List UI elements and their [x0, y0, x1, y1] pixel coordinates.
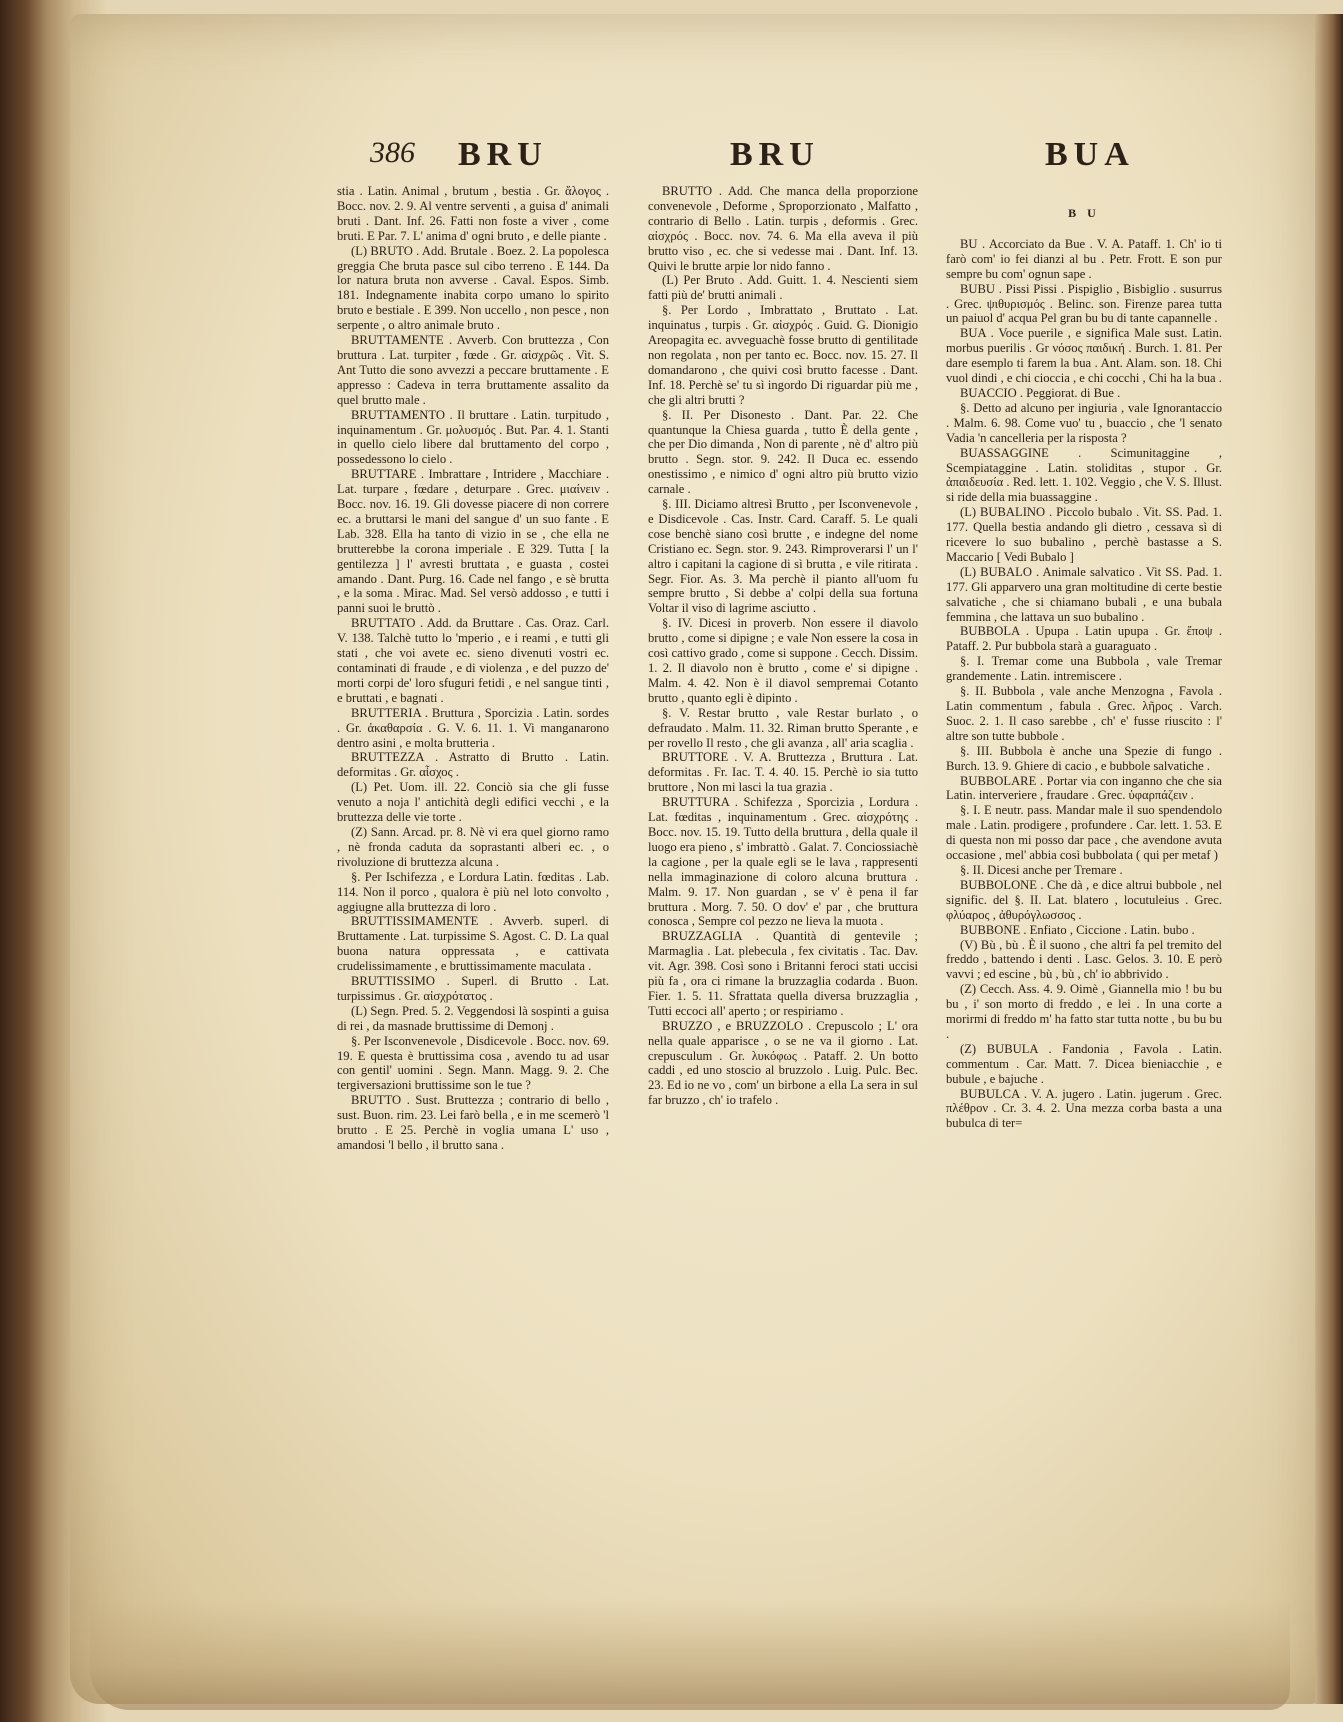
dictionary-entry: §. Detto ad alcuno per ingiuria , vale Ignorantaccio . Malm. 6. 98. Come vuo' tu , buaccio , che 'l senato Vadia 'n cancelleria per la risposta ?	[946, 400, 1222, 445]
page-number: 386	[370, 136, 415, 169]
dictionary-entry: §. II. Bubbola , vale anche Menzogna , Favola . Latin commentum , fabula . Grec. λῆρος . Varch. Suoc. 2. 1. Il caso sarebbe , ch' e' fusse riuscito : l' altre son tutte bubbole .	[946, 684, 1222, 743]
dictionary-entry: (L) BUBALINO . Piccolo bubalo . Vit. SS. Pad. 1. 177. Quella bestia andando gli dietro , cessava sì di ricevere lo suo bubalino , perchè bastasse a S. Maccario [ Vedi Bubalo ]	[946, 505, 1222, 564]
dictionary-entry: BU . Accorciato da Bue . V. A. Pataff. 1. Ch' io ti farò com' io fei dianzi al bu . Petr. Frott. E son pur sempre bu com' ognun sape .	[946, 236, 1222, 281]
page-gutter-edge	[1315, 14, 1343, 1704]
dictionary-entry: §. Per Ischifezza , e Lordura Latin. fœditas . Lab. 114. Non il porco , qualora è più nel loto convolto , aggiugne alla bruttezza di loro .	[337, 869, 609, 914]
dictionary-entry: (L) Pet. Uom. ill. 22. Conciò sia che gli fusse venuto a noja l' antichità degli edifici vecchi , e la bruttezza delle vie torte .	[337, 780, 609, 825]
dictionary-entry: (Z) Cecch. Ass. 4. 9. Oimè , Giannella mio ! bu bu bu , i' son morto di freddo , e lei . In una corte a morirmi di freddo m' ha fatto star tutta notte , bu bu bu .	[946, 982, 1222, 1041]
dictionary-entry: BRUTTATO . Add. da Bruttare . Cas. Oraz. Carl. V. 138. Talchè tutto lo 'mperio , e i reami , e tutti gli stati , che voi avete ec. sieno divenuti vostri ec. contaminati di fraude , e di violenza , e del puzzo de' morti corpi de' loro sfuguri fetidi , e nel sangue tinti , e bruttati , e bagnati .	[337, 616, 609, 705]
running-head-right: BUA	[1045, 136, 1135, 173]
dictionary-entry: §. III. Diciamo altresì Brutto , per Isconvenevole , e Disdicevole . Cas. Instr. Card. Caraff. 5. Le quali cose benchè siano così brutte , e indegne del nome Cristiano ec. Segn. stor. 9. 243. Rimproverarsi l' un l' altro i capitani la cagione di sì brutta , e vile ritirata . Segr. Fior. As. 3. Ma perchè il pianto all'uom fu sempre brutto , Si debbe a' colpi della sua fortuna Voltar il viso di lagrime asciutto .	[648, 497, 918, 616]
dictionary-entry: BUBBOLARE . Portar via con inganno che che sia Latin. interveriere , fraudare . Grec. ὑφαρπάζειν .	[946, 773, 1222, 803]
dictionary-entry: BRUTTERIA . Bruttura , Sporcizia . Latin. sordes . Gr. ἀκαθαρσία . G. V. 6. 11. 1. Vi manganarono dentro asini , e molta brutteria .	[337, 705, 609, 750]
dictionary-entry: BRUTTORE . V. A. Bruttezza , Bruttura . Lat. deformitas . Fr. Iac. T. 4. 40. 15. Perchè io sia tutto bruttore , Non mi lasci la tua grazia .	[648, 750, 918, 795]
dictionary-entry: stia . Latin. Animal , brutum , bestia . Gr. ἄλογος . Bocc. nov. 2. 9. Al ventre serventi , a guisa d' animali bruti . Dant. Inf. 26. Fatti non foste a viver , come bruti. E Par. 7. L' anima d' ogni bruto , e delle piante .	[337, 184, 609, 243]
dictionary-entry: BUBU . Pissi Pissi . Pispiglio , Bisbiglio . susurrus . Grec. ψιθυρισμός . Belinc. son. Firenze parea tutta un paiuol d' acqua Pel gran bu bu di tante capannelle .	[946, 281, 1222, 326]
section-heading: B U	[1068, 206, 1100, 220]
dictionary-entry: §. I. Tremar come una Bubbola , vale Tremar grandemente . Latin. intremiscere .	[946, 654, 1222, 684]
dictionary-entry: BUBULCA . V. A. jugero . Latin. jugerum . Grec. πλέθρον . Cr. 3. 4. 2. Una mezza corba basta a una bubulca di ter=	[946, 1086, 1222, 1131]
dictionary-entry: BUBBOLA . Upupa . Latin upupa . Gr. ἔποψ . Pataff. 2. Pur bubbola starà a guaraguato .	[946, 624, 1222, 654]
dictionary-entry: §. Per Isconvenevole , Disdicevole . Bocc. nov. 69. 19. E questa è bruttissima cosa , avendo tu ad usar con gentil' uomini . Segn. Mann. Magg. 9. 2. Che tergiversazioni bruttissime son le tue ?	[337, 1033, 609, 1093]
dictionary-entry: (Z) BUBULA . Fandonia , Favola . Latin. commentum . Car. Matt. 7. Dicea bieniacchie , e bubule , e bajuche .	[946, 1041, 1222, 1086]
running-head-left: BRU	[458, 136, 548, 173]
dictionary-entry: §. III. Bubbola è anche una Spezie di fungo . Burch. 13. 9. Ghiere di cacio , e bubbole salvatiche .	[946, 743, 1222, 773]
dictionary-entry: §. II. Per Disonesto . Dant. Par. 22. Che quantunque la Chiesa guarda , tutto È della gente , che per Dio dimanda , Non di parente , nè d' altro più brutto . Segn. stor. 9. 242. Il Duca ec. essendo onestissimo , e nimico d' ogni altro più brutto vizio carnale .	[648, 407, 918, 497]
dictionary-entry: §. I. E neutr. pass. Mandar male il suo spendendolo male . Latin. prodigere , profundere . Car. lett. 1. 53. E di questa non mi posso dar pace , che avendone avuta occasione , mel' abbia così bubbolata ( qui per metaf )	[946, 803, 1222, 863]
dictionary-entry: BRUZZO , e BRUZZOLO . Crepuscolo ; L' ora nella quale apparisce , o se ne va il giorno . Lat. crepusculum . Gr. λυκόφως . Pataff. 2. Un botto caddi , ed uno stoscio al bruzzolo . Luig. Pulc. Bec. 23. Ed io ne vo , com' un birbone a ella La sera in sul far bruzzo , ch' io trafelo .	[648, 1018, 918, 1108]
dictionary-entry: (L) Segn. Pred. 5. 2. Veggendosi là sospinti a guisa di rei , da masnade bruttissime di Demonj .	[337, 1003, 609, 1033]
dictionary-entry: BRUTTAMENTO . Il bruttare . Latin. turpitudo , inquinamentum . Gr. μολυσμός . But. Par. 4. 1. Stanti in quello cielo libere dal bruttamento del corpo , possedessono lo cielo .	[337, 407, 609, 467]
dictionary-entry: BRUTTAMENTE . Avverb. Con bruttezza , Con bruttura . Lat. turpiter , fœde . Gr. αἰσχρῶς . Vit. S. Ant Tutto die sono avvezzi a peccare bruttamente . E appresso : Cadeva in terra bruttamente assalito da quel brutto male .	[337, 333, 609, 407]
text-column-3	[946, 206, 1222, 1131]
dictionary-entry: (L) BRUTO . Add. Brutale . Boez. 2. La popolesca greggia Che bruta pasce sul cibo terreno . E 144. Da lor natura bruta non avverse . Caval. Espos. Simb. 181. Indegnamente inabita corpo umano lo spirito bruto e bestiale . E 399. Non uccello , non pesce , non serpente , o altro animale bruto .	[337, 243, 609, 333]
dictionary-entry: BRUTTO . Sust. Bruttezza ; contrario di bello , sust. Buon. rim. 23. Lei farò bella , e in me scemerò 'l brutto . E 25. Perchè in voglia umana L' uso , amandosi 'l bello , il brutto sana .	[337, 1093, 609, 1152]
dictionary-entry: (Z) Sann. Arcad. pr. 8. Nè vi era quel giorno ramo , nè fronda caduta da soprastanti alberi ec. , o rivoluzione di bruttezza alcuna .	[337, 824, 609, 869]
dictionary-entry: (L) Per Bruto . Add. Guitt. 1. 4. Nescienti siem fatti più de' brutti animali .	[648, 273, 918, 303]
dictionary-entry: BUASSAGGINE . Scimunitaggine , Scempiataggine . Latin. stoliditas , stupor . Gr. ἀπαιδευσία . Red. lett. 1. 102. Veggio , che V. S. Illust. si ride della mia buassaggine .	[946, 445, 1222, 505]
dictionary-entry: (V) Bù , bù . È il suono , che altri fa pel tremito del freddo , battendo i denti . Lasc. Gelos. 3. 10. E però vavvi ; ed escine , bù , bù , ch' io abbrivido .	[946, 937, 1222, 982]
text-column-2	[648, 184, 918, 1108]
running-head-center: BRU	[730, 136, 820, 173]
dictionary-entry: BRUTTARE . Imbrattare , Intridere , Macchiare . Lat. turpare , fœdare , deturpare . Grec. μιαίνειν . Bocc. nov. 16. 19. Gli dovesse piacere di non correre ec. a bruttarsi le mani del sangue d' un suo fante . E Lab. 328. Ella ha tanto di vizio in se , che ella ne brutterebbe la corona imperiale . E 329. Tutta [ la gentilezza ] l' avresti bruttata , e guasta , costei amando . Dant. Purg. 16. Cade nel fango , e sè brutta , e la soma . Mirac. Mad. Sel versò addosso , e tutti i panni suoi le bruttò .	[337, 467, 609, 616]
dictionary-entry: §. Per Lordo , Imbrattato , Bruttato . Lat. inquinatus , turpis . Gr. αἰσχρός . Guid. G. Dionigio Areopagita ec. avveguachè fosse brutto di gentilitade non regolata , non per tanto ec. Bocc. nov. 15. 27. Il domandarono , che quivi così brutto facesse . Dant. Inf. 18. Perchè se' tu sì ingordo Di riguardar più me , che gli altri brutti ?	[648, 303, 918, 407]
dictionary-entry: BRUZZAGLIA . Quantità di gentevile ; Marmaglia . Lat. plebecula , fex civitatis . Tac. Dav. vit. Agr. 398. Così sono i Britanni feroci stati uccisi più fa , ora ci rimane la bruzzaglia codarda . Buon. Fier. 1. 5. 11. Sfrattata quella diversa bruzzaglia , Tutti eccoci all' aperto ; or respiriamo .	[648, 929, 918, 1018]
dictionary-entry: BUACCIO . Peggiorat. di Bue .	[960, 385, 1121, 400]
dictionary-entry: BRUTTISSIMAMENTE . Avverb. superl. di Bruttamente . Lat. turpissime S. Agost. C. D. La qual buona natura oppressata , e cattivata crudelissimamente , e bruttissimamente maculata .	[337, 914, 609, 974]
dictionary-entry: BRUTTO . Add. Che manca della proporzione convenevole , Deforme , Sproporzionato , Malfatto , contrario di Bello . Latin. turpis , deformis . Grec. αἰσχρός . Bocc. nov. 74. 6. Ma ella aveva il più brutto viso , ec. che si vedesse mai . Dant. Inf. 13. Quivi le brutte arpie lor nido fanno .	[648, 184, 918, 273]
text-column-1	[337, 184, 609, 1153]
dictionary-entry: BRUTTISSIMO . Superl. di Brutto . Lat. turpissimus . Gr. αἰσχρότατος .	[337, 974, 609, 1003]
dictionary-entry: §. II. Dicesi anche per Tremare .	[960, 862, 1123, 877]
dictionary-entry: BRUTTEZZA . Astratto di Brutto . Latin. deformitas . Gr. αἶσχος .	[337, 750, 609, 780]
dictionary-entry: §. V. Restar brutto , vale Restar burlato , o defraudato . Malm. 11. 32. Riman brutto Sperante , e per rovello Il resto , che gli avanza , all' aria scaglia .	[648, 705, 918, 750]
dictionary-entry: §. IV. Dicesi in proverb. Non essere il diavolo brutto , come si dipigne ; e vale Non essere la cosa in così cattivo grado , come si suppone . Cecch. Dissim. 1. 2. Il diavolo non è brutto , come e' si dipigne . Malm. 4. 42. Non è il diavol sempremai Cotanto brutto , quanto egli è dipinto .	[648, 616, 918, 705]
dictionary-entry: BUBBOLONE . Che dà , e dice altrui bubbole , nel signific. del §. II. Lat. blatero , locutuleius . Grec. φλύαρος , ἀθυρόγλωσσος .	[946, 877, 1222, 922]
dictionary-entry: (L) BUBALO . Animale salvatico . Vit SS. Pad. 1. 177. Gli apparvero una gran moltitudine di certe bestie salvatiche , che si chiamano bubali , e una bubala femmina , che lattava un suo bubalino .	[946, 564, 1222, 624]
dictionary-entry: BRUTTURA . Schifezza , Sporcizia , Lordura . Lat. fœditas , inquinamentum . Grec. αἰσχρότης . Bocc. nov. 15. 19. Tutto della bruttura , della quale il luogo era pieno , s' imbrattò . Galat. 7. Conciossiachè la cagione , per la quale egli se le lava , rappresenti nella immaginazione di coloro alcuna bruttura . Malm. 9. 17. Non guardan , se v' è pena il far bruttura . Morg. 7. 50. O dov' e' par , che bruttura conosca , Sempre col pezzo ne lieva la muota .	[648, 795, 918, 929]
dictionary-entry: BUA . Voce puerile , e significa Male sust. Latin. morbus puerilis . Gr νόσος παιδική . Burch. 1. 81. Per dare esemplo ti farem la bua . Ant. Alam. son. 18. Chi vuol dindi , e chi cioccia , e chi cocchi , Chi ha la bua .	[946, 326, 1222, 386]
water-stain	[90, 1600, 1290, 1710]
dictionary-entry: BUBBONE . Enfiato , Ciccione . Latin. bubo .	[960, 922, 1195, 937]
